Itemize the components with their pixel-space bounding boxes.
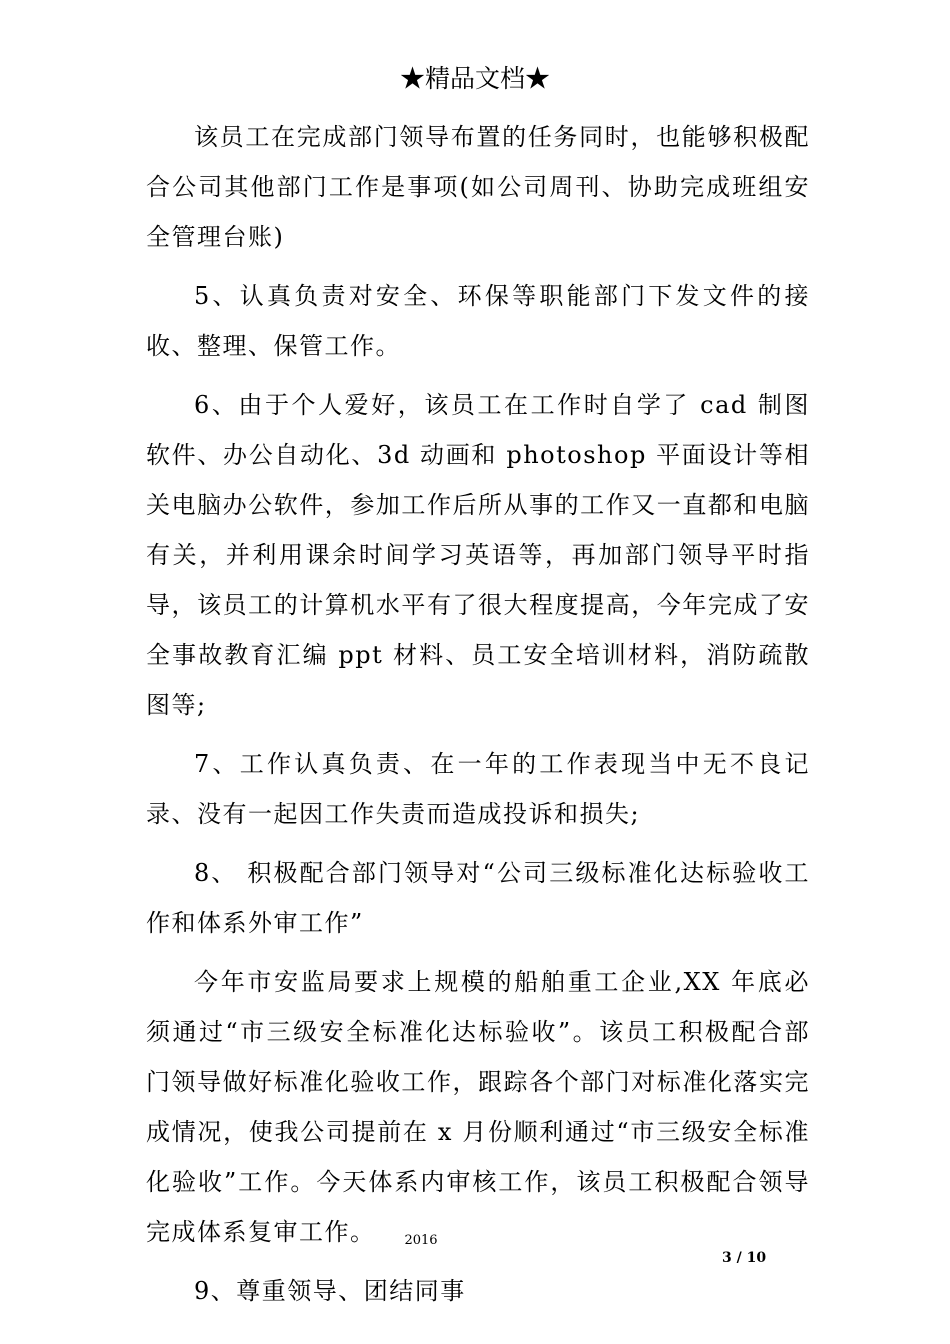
paragraph-item-8: 8、 积极配合部门领导对“公司三级标准化达标验收工作和体系外审工作” (146, 859, 810, 937)
paragraph-item-5: 5、认真负责对安全、环保等职能部门下发文件的接收、整理、保管工作。 (146, 282, 810, 360)
paragraph-standardization: 今年市安监局要求上规模的船舶重工企业,XX 年底必须通过“市三级安全标准化达标验收”。该员工积极配合部门领导做好标准化验收工作，跟踪各个部门对标准化落实完成情况，使我公司提前在 x 月份顺利通过“市三级安全标准化验收”工作。今天体系内审核工作，该员工积极配合领导完成体系复审工作。 (146, 968, 810, 1246)
paragraph-item-7: 7、工作认真负责、在一年的工作表现当中无不良记录、没有一起因工作失责而造成投诉和损失; (146, 750, 810, 828)
footer-year: 2016 (404, 1233, 438, 1248)
paragraph-item-6: 6、由于个人爱好，该员工在工作时自学了 cad 制图软件、办公自动化、3d 动画和 photoshop 平面设计等相关电脑办公软件，参加工作后所从事的工作又一直都和电脑有关，并利用课余时间学习英语等，再加部门领导平时指导，该员工的计算机水平有了很大程度提高，今年完成了安全事故教育汇编 ppt 材料、员工安全培训材料，消防疏散图等; (146, 391, 810, 719)
paragraph-item-9: 9、尊重领导、团结同事 (194, 1277, 466, 1305)
paragraph-cooperation: 该员工在完成部门领导布置的任务同时，也能够积极配合公司其他部门工作是事项(如公司周刊、协助完成班组安全管理台账) (146, 123, 810, 251)
page-header-title: ★精品文档★ (399, 64, 550, 93)
page-number: 3 / 10 (722, 1250, 767, 1266)
document-body (146, 112, 810, 1325)
